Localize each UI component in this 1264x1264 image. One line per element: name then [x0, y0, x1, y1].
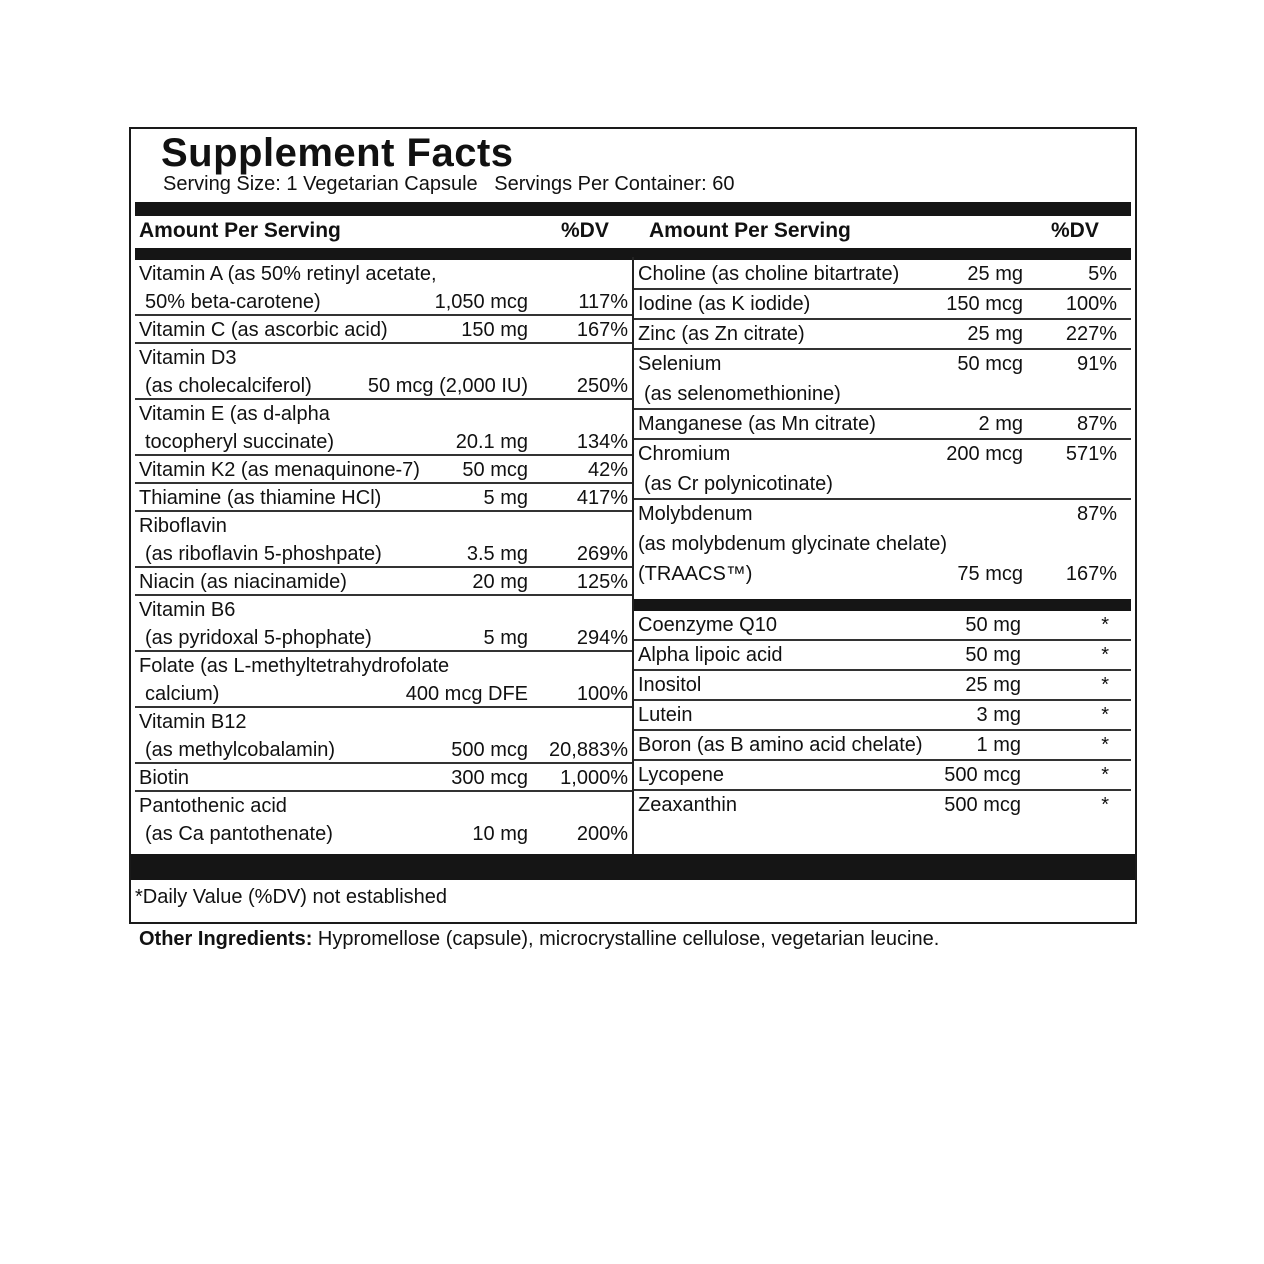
nutrient-name: Lutein [638, 704, 693, 726]
nutrient-source: calcium) [145, 683, 220, 705]
nutrient-row [634, 611, 1131, 641]
nutrient-row [135, 652, 632, 708]
nutrient-amount: 50 mcg (2,000 IU) [367, 375, 528, 397]
nutrient-dv: 227% [1065, 323, 1117, 345]
nutrient-row [135, 764, 632, 792]
nutrient-name: Vitamin B6 [139, 599, 236, 621]
nutrient-amount: 500 mcg [944, 794, 1021, 816]
nutrient-dv: * [1101, 674, 1109, 696]
nutrient-amount: 50 mg [965, 644, 1021, 666]
nutrient-row [634, 500, 1131, 590]
nutrient-row [634, 440, 1131, 500]
nutrient-amount: 500 mcg [944, 764, 1021, 786]
nutrient-row [634, 731, 1131, 761]
right-amount-header: Amount Per Serving [649, 219, 851, 242]
nutrient-amount: 50 mg [965, 614, 1021, 636]
nutrient-row [634, 791, 1131, 821]
nutrient-row [634, 701, 1131, 731]
nutrient-row [135, 708, 632, 764]
nutrient-amount: 200 mcg [946, 443, 1023, 465]
nutrient-row [634, 641, 1131, 671]
nutrient-name: Pantothenic acid [139, 795, 287, 817]
nutrient-dv: 294% [576, 627, 628, 649]
nutrient-row [634, 761, 1131, 791]
nutrient-amount: 500 mcg [451, 739, 528, 761]
nutrient-dv: 571% [1065, 443, 1117, 465]
nutrient-name: Chromium [638, 443, 731, 465]
nutrient-source: (TRAACS™) [638, 563, 753, 585]
nutrient-amount: 50 mcg [957, 353, 1023, 375]
nutrient-name: Zeaxanthin [638, 794, 737, 816]
nutrient-amount: 20 mg [472, 571, 528, 593]
nutrient-row [135, 792, 632, 848]
nutrient-amount: 50 mcg [462, 459, 528, 481]
nutrient-dv: 269% [576, 543, 628, 565]
nutrient-source: (as pyridoxal 5-phophate) [145, 627, 372, 649]
nutrient-amount: 10 mg [472, 823, 528, 845]
supplement-facts-panel [129, 127, 1137, 924]
nutrient-name: Folate (as L-methyltetrahydrofolate [139, 655, 450, 677]
nutrient-amount: 5 mg [483, 487, 528, 509]
nutrient-dv: 20,883% [549, 739, 628, 761]
nutrient-source: (as methylcobalamin) [145, 739, 336, 761]
nutrient-dv-primary: 87% [1076, 503, 1117, 525]
nutrient-name: Biotin [139, 767, 190, 789]
nutrient-row [135, 512, 632, 568]
nutrient-amount: 1 mg [976, 734, 1021, 756]
nutrient-name: Choline (as choline bitartrate) [638, 263, 900, 285]
nutrient-source: (as riboflavin 5-phoshpate) [145, 543, 382, 565]
right-dv-header: %DV [1051, 219, 1099, 242]
nutrient-dv: 100% [576, 683, 628, 705]
other-ingredients-text: Hypromellose (capsule), microcrystalline cellulose, vegetarian leucine. [312, 928, 940, 950]
nutrient-name: Vitamin E (as d-alpha [139, 403, 330, 425]
nutrient-dv: * [1101, 734, 1109, 756]
nutrient-row [135, 568, 632, 596]
nutrient-dv: 250% [576, 375, 628, 397]
nutrient-name: Boron (as B amino acid chelate) [638, 734, 923, 756]
nutrient-amount: 20.1 mg [455, 431, 528, 453]
nutrient-dv: 5% [1088, 263, 1117, 285]
other-ingredients [139, 927, 939, 951]
nutrient-name: Vitamin C (as ascorbic acid) [139, 319, 388, 341]
nutrient-amount: 25 mg [967, 263, 1023, 285]
nutrient-row [634, 290, 1131, 320]
nutrient-dv: 117% [578, 291, 628, 313]
nutrient-amount: 25 mg [965, 674, 1021, 696]
left-amount-header: Amount Per Serving [139, 219, 341, 242]
nutrient-name: Inositol [638, 674, 702, 696]
nutrient-name: Iodine (as K iodide) [638, 293, 811, 315]
nutrient-row [135, 596, 632, 652]
nutrient-dv: * [1101, 644, 1109, 666]
daily-value-footnote: *Daily Value (%DV) not established [135, 886, 448, 908]
nutrient-row [634, 320, 1131, 350]
nutrient-row [135, 260, 632, 316]
nutrient-dv: * [1101, 704, 1109, 726]
nutrient-name: Lycopene [638, 764, 724, 786]
nutrient-source: (as molybdenum glycinate chelate) [638, 533, 948, 555]
nutrient-dv: 1,000% [560, 767, 628, 789]
nutrient-source: (as selenomethionine) [644, 383, 841, 405]
other-ingredients-label: Other Ingredients: [139, 928, 313, 950]
nutrient-row [634, 410, 1131, 440]
bottom-rule [131, 854, 1135, 880]
nutrient-dv: 91% [1076, 353, 1117, 375]
nutrient-amount: 2 mg [978, 413, 1023, 435]
nutrient-name: Riboflavin [139, 515, 227, 537]
panel-title: Supplement Facts [161, 131, 514, 175]
nutrient-amount: 5 mg [483, 627, 528, 649]
nutrient-dv: 417% [576, 487, 628, 509]
nutrient-amount: 400 mcg DFE [405, 683, 528, 705]
nutrient-amount: 3.5 mg [466, 543, 528, 565]
nutrient-source: (as Cr polynicotinate) [644, 473, 833, 495]
nutrient-dv: * [1101, 614, 1109, 636]
nutrient-row [135, 484, 632, 512]
nutrient-name: Vitamin A (as 50% retinyl acetate, [139, 263, 437, 285]
nutrient-name: Vitamin D3 [139, 347, 237, 369]
nutrient-amount: 300 mcg [451, 767, 528, 789]
nutrient-dv: * [1101, 794, 1109, 816]
nutrient-dv: 167% [576, 319, 628, 341]
nutrient-amount: 1,050 mcg [434, 291, 528, 313]
nutrient-source: tocopheryl succinate) [145, 431, 334, 453]
nutrient-name: Thiamine (as thiamine HCl) [139, 487, 382, 509]
nutrient-dv: * [1101, 764, 1109, 786]
nutrient-amount: 25 mg [967, 323, 1023, 345]
nutrient-name: Vitamin K2 (as menaquinone-7) [139, 459, 420, 481]
nutrient-name: Zinc (as Zn citrate) [638, 323, 805, 345]
top-rule [135, 202, 1131, 216]
nutrient-name: Vitamin B12 [139, 711, 247, 733]
nutrient-source: 50% beta-carotene) [145, 291, 321, 313]
right-section-rule [634, 599, 1131, 611]
left-dv-header: %DV [561, 219, 609, 242]
nutrient-name: Alpha lipoic acid [638, 644, 783, 666]
nutrient-row [135, 344, 632, 400]
nutrient-dv: 125% [576, 571, 628, 593]
nutrient-row [634, 260, 1131, 290]
nutrient-amount: 75 mcg [957, 563, 1023, 585]
nutrient-row [135, 316, 632, 344]
nutrient-name: Molybdenum [638, 503, 753, 525]
nutrient-row [135, 400, 632, 456]
nutrient-name: Niacin (as niacinamide) [139, 571, 347, 593]
nutrient-dv: 87% [1076, 413, 1117, 435]
nutrient-row [135, 456, 632, 484]
nutrient-dv: 42% [587, 459, 628, 481]
nutrient-name: Selenium [638, 353, 722, 375]
nutrient-dv: 167% [1065, 563, 1117, 585]
nutrient-amount: 150 mg [461, 319, 528, 341]
nutrient-row [634, 350, 1131, 410]
nutrient-name: Manganese (as Mn citrate) [638, 413, 876, 435]
nutrient-source: (as cholecalciferol) [145, 375, 312, 397]
nutrient-source: (as Ca pantothenate) [145, 823, 333, 845]
nutrient-name: Coenzyme Q10 [638, 614, 777, 636]
nutrient-amount: 150 mcg [946, 293, 1023, 315]
serving-info: Serving Size: 1 Vegetarian Capsule Servings Per Container: 60 [163, 173, 735, 195]
nutrient-dv: 134% [576, 431, 628, 453]
nutrient-dv: 200% [576, 823, 628, 845]
nutrient-amount: 3 mg [976, 704, 1021, 726]
nutrient-row [634, 671, 1131, 701]
nutrient-dv: 100% [1065, 293, 1117, 315]
